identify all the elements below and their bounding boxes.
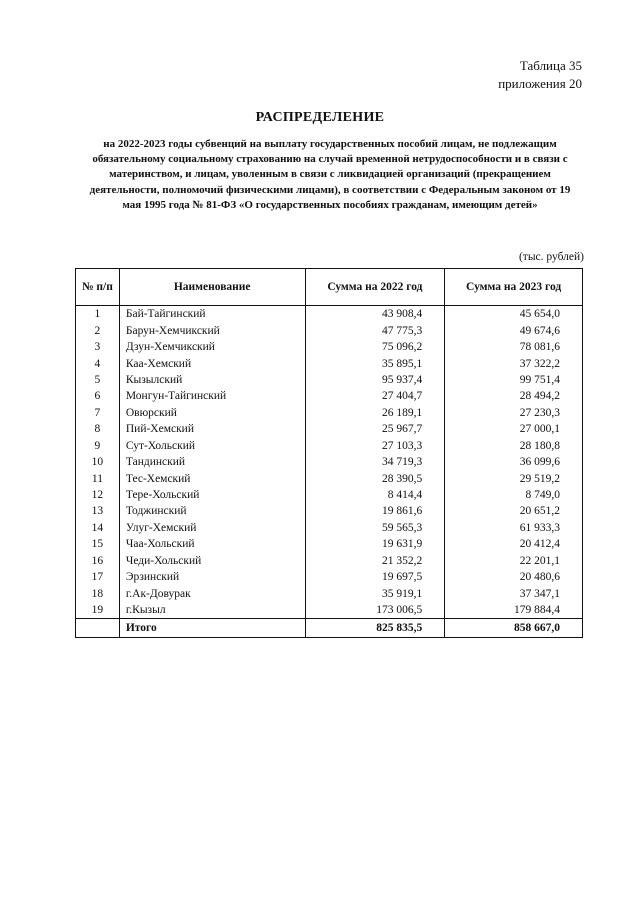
sum-2022: 8 414,4	[305, 487, 445, 503]
region-name: г.Ак-Довурак	[119, 585, 305, 601]
total-number-cell	[76, 619, 120, 638]
table-number: Таблица 35	[519, 58, 582, 73]
sum-2023: 28 494,2	[445, 388, 583, 404]
region-name: Барун-Хемчикский	[119, 322, 305, 338]
sum-2023: 8 749,0	[445, 487, 583, 503]
sum-2023: 99 751,4	[445, 372, 583, 388]
document-subtitle: на 2022-2023 годы субвенций на выплату государственных пособий лицам, не подлежащим обязательному социальному страхованию на случай временной нетрудоспособности и в связи с материнством, и лицам, уволенным в связи с ликвидацией организаций (прекращением деятельности, полномочий физическими лицами), в соответствии с Федеральным законом от 19 мая 1995 года № 81-ФЗ «О государственных пособиях гражданам, имеющим детей»	[89, 138, 571, 211]
sum-2022: 75 096,2	[305, 339, 445, 355]
table-row	[76, 421, 583, 437]
sum-2022: 27 103,3	[305, 438, 445, 454]
region-name: Тандинский	[119, 454, 305, 470]
region-name: Эрзинский	[119, 569, 305, 585]
total-row	[76, 619, 583, 638]
sum-2023: 37 347,1	[445, 585, 583, 601]
sum-2023: 27 000,1	[445, 421, 583, 437]
region-name: г.Кызыл	[119, 602, 305, 619]
distribution-table	[75, 268, 583, 638]
sum-2022: 26 189,1	[305, 405, 445, 421]
table-row	[76, 470, 583, 486]
table-row	[76, 372, 583, 388]
sum-2022: 173 006,5	[305, 602, 445, 619]
column-header-number: № п/п	[76, 269, 120, 306]
row-number: 9	[76, 438, 120, 454]
sum-2023: 27 230,3	[445, 405, 583, 421]
sum-2022: 59 565,3	[305, 520, 445, 536]
sum-2023: 37 322,2	[445, 355, 583, 371]
table-row	[76, 405, 583, 421]
region-name: Тес-Хемский	[119, 470, 305, 486]
region-name: Сут-Хольский	[119, 438, 305, 454]
region-name: Чаа-Хольский	[119, 536, 305, 552]
region-name: Чеди-Хольский	[119, 553, 305, 569]
row-number: 17	[76, 569, 120, 585]
region-name: Каа-Хемский	[119, 355, 305, 371]
table-row	[76, 585, 583, 601]
table-row	[76, 454, 583, 470]
sum-2023: 20 412,4	[445, 536, 583, 552]
table-row	[76, 602, 583, 619]
table-row	[76, 569, 583, 585]
sum-2023: 78 081,6	[445, 339, 583, 355]
region-name: Кызылский	[119, 372, 305, 388]
total-sum-2023: 858 667,0	[445, 619, 583, 638]
sum-2023: 179 884,4	[445, 602, 583, 619]
row-number: 10	[76, 454, 120, 470]
row-number: 14	[76, 520, 120, 536]
row-number: 4	[76, 355, 120, 371]
sum-2022: 19 631,9	[305, 536, 445, 552]
row-number: 5	[76, 372, 120, 388]
sum-2023: 22 201,1	[445, 553, 583, 569]
table-row	[76, 438, 583, 454]
region-name: Тере-Хольский	[119, 487, 305, 503]
region-name: Тоджинский	[119, 503, 305, 519]
region-name: Овюрский	[119, 405, 305, 421]
sum-2023: 49 674,6	[445, 322, 583, 338]
sum-2022: 95 937,4	[305, 372, 445, 388]
sum-2023: 29 519,2	[445, 470, 583, 486]
region-name: Дзун-Хемчикский	[119, 339, 305, 355]
table-row	[76, 553, 583, 569]
sum-2022: 34 719,3	[305, 454, 445, 470]
row-number: 13	[76, 503, 120, 519]
table-row	[76, 339, 583, 355]
sum-2022: 28 390,5	[305, 470, 445, 486]
region-name: Улуг-Хемский	[119, 520, 305, 536]
sum-2022: 47 775,3	[305, 322, 445, 338]
sum-2022: 25 967,7	[305, 421, 445, 437]
row-number: 1	[76, 306, 120, 323]
units-note: (тыс. рублей)	[518, 251, 584, 263]
table-header-row	[76, 269, 583, 306]
row-number: 2	[76, 322, 120, 338]
total-sum-2022: 825 835,5	[305, 619, 445, 638]
sum-2022: 21 352,2	[305, 553, 445, 569]
column-header-name: Наименование	[119, 269, 305, 306]
row-number: 3	[76, 339, 120, 355]
table-reference	[498, 57, 582, 93]
sum-2023: 20 480,6	[445, 569, 583, 585]
row-number: 11	[76, 470, 120, 486]
table-row	[76, 520, 583, 536]
sum-2023: 45 654,0	[445, 306, 583, 323]
row-number: 18	[76, 585, 120, 601]
table-row	[76, 487, 583, 503]
sum-2022: 19 861,6	[305, 503, 445, 519]
row-number: 16	[76, 553, 120, 569]
table-row	[76, 536, 583, 552]
table-row	[76, 503, 583, 519]
row-number: 7	[76, 405, 120, 421]
row-number: 6	[76, 388, 120, 404]
table-row	[76, 306, 583, 323]
sum-2023: 36 099,6	[445, 454, 583, 470]
sum-2023: 61 933,3	[445, 520, 583, 536]
sum-2022: 19 697,5	[305, 569, 445, 585]
table-row	[76, 388, 583, 404]
table-row	[76, 355, 583, 371]
sum-2022: 35 895,1	[305, 355, 445, 371]
row-number: 8	[76, 421, 120, 437]
document-title: РАСПРЕДЕЛЕНИЕ	[255, 110, 385, 125]
row-number: 15	[76, 536, 120, 552]
row-number: 12	[76, 487, 120, 503]
region-name: Пий-Хемский	[119, 421, 305, 437]
table-row	[76, 322, 583, 338]
row-number: 19	[76, 602, 120, 619]
sum-2022: 35 919,1	[305, 585, 445, 601]
sum-2023: 20 651,2	[445, 503, 583, 519]
sum-2022: 43 908,4	[305, 306, 445, 323]
sum-2023: 28 180,8	[445, 438, 583, 454]
sum-2022: 27 404,7	[305, 388, 445, 404]
column-header-sum-2022: Сумма на 2022 год	[305, 269, 445, 306]
total-label: Итого	[119, 619, 305, 638]
region-name: Бай-Тайгинский	[119, 306, 305, 323]
appendix-number: приложения 20	[498, 76, 582, 91]
region-name: Монгун-Тайгинский	[119, 388, 305, 404]
column-header-sum-2023: Сумма на 2023 год	[445, 269, 583, 306]
